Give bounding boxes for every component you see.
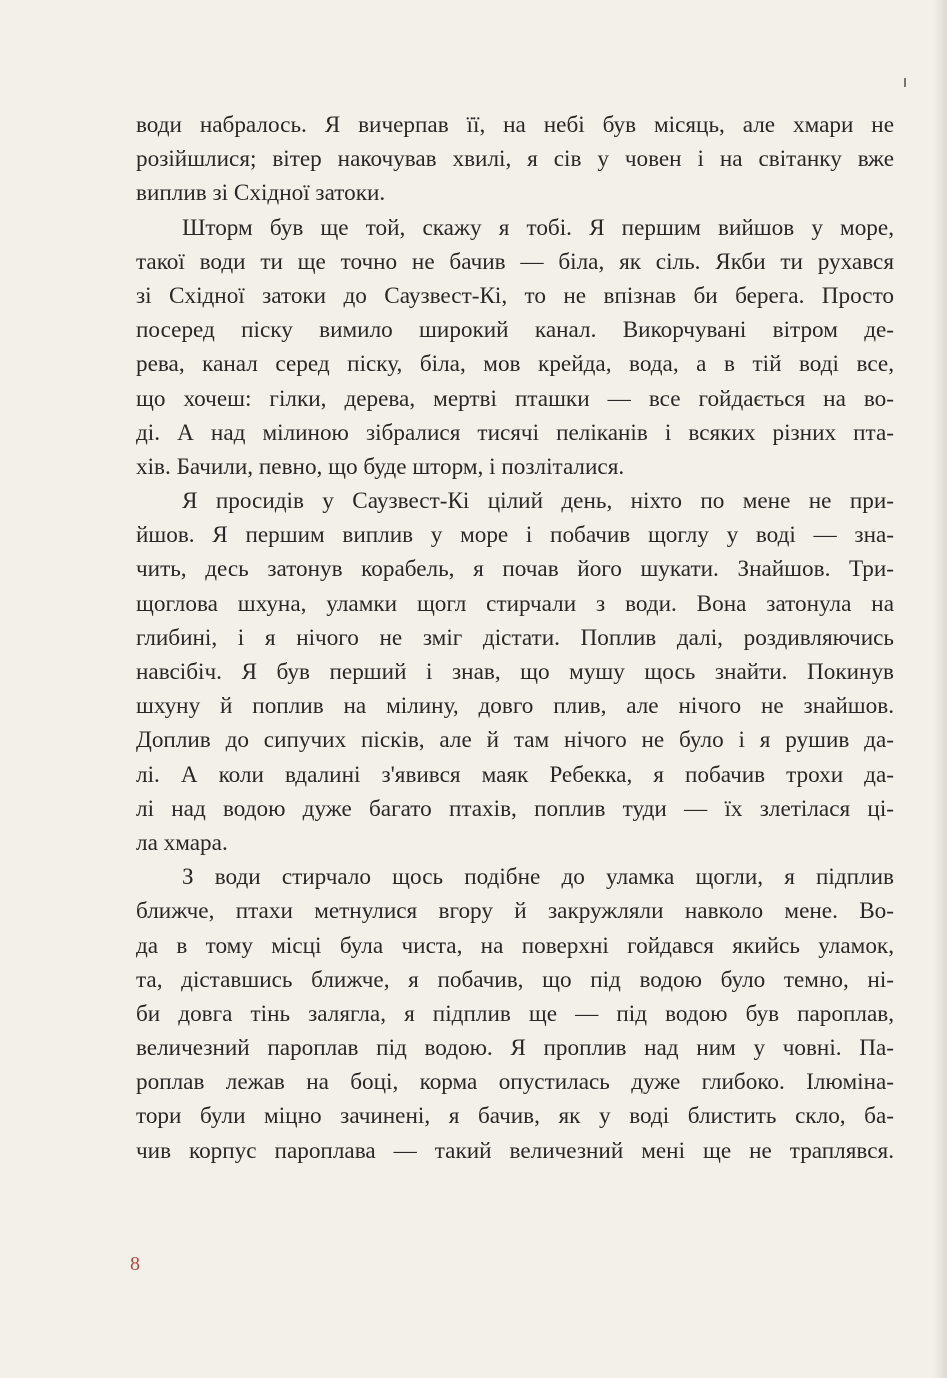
text-line: роплав лежав на боці, корма опустилась дуже глибоко. Ілюміна- <box>136 1069 894 1096</box>
page-number: 8 <box>130 1253 140 1275</box>
paragraph-3 <box>136 484 894 860</box>
corner-mark <box>904 78 906 87</box>
text-line: лі над водою дуже багато птахів, поплив туди — їх злетілася ці- <box>136 795 894 822</box>
text-line: такої води ти ще точно не бачив — біла, як сіль. Якби ти рухався <box>136 248 894 275</box>
text-line: зі Східної затоки до Саузвест-Кі, то не впізнав би берега. Просто <box>136 282 894 309</box>
text-line: розійшлися; вітер накочував хвилі, я сів у човен і на світанку вже <box>136 146 894 173</box>
text-line: глибині, і я нічого не зміг дістати. Поплив далі, роздивляючись <box>136 624 894 651</box>
text-line: хів. Бачили, певно, що буде шторм, і позліталися. <box>136 453 625 480</box>
text-line: що хочеш: гілки, дерева, мертві пташки — все гойдається на во- <box>136 385 894 412</box>
page-edge-shadow <box>933 0 947 1378</box>
text-line: величезний пароплав під водою. Я проплив над ним у човні. Па- <box>136 1035 894 1062</box>
text-line: тори були міцно зачинені, я бачив, як у воді блистить скло, ба- <box>136 1103 894 1130</box>
text-line: би довга тінь залягла, я підплив ще — під водою був пароплав, <box>136 1000 894 1027</box>
paragraph-1 <box>136 108 894 211</box>
paragraph-2 <box>136 211 894 485</box>
text-line: чить, десь затонув корабель, я почав його шукати. Знайшов. Три- <box>136 556 894 583</box>
text-line: йшов. Я першим виплив у море і побачив щоглу у воді — зна- <box>136 522 894 549</box>
text-line: ближче, птахи метнулися вгору й закружляли навколо мене. Во- <box>136 898 894 925</box>
text-line: З води стирчало щось подібне до уламка щогли, я підплив <box>182 864 894 891</box>
text-line: навсібіч. Я був перший і знав, що мушу щось знайти. Покинув <box>136 659 894 685</box>
text-line: лі. А коли вдалині з'явився маяк Ребекка, я побачив трохи да- <box>136 761 894 788</box>
text-line: ді. А над мілиною зібралися тисячі пеліканів і всяких різних пта- <box>136 419 894 446</box>
text-line: виплив зі Східної затоки. <box>136 180 386 207</box>
text-line: рева, канал серед піску, біла, мов крейда, вода, а в тій воді все, <box>136 351 894 378</box>
text-line: шхуну й поплив на мілину, довго плив, але нічого не знайшов. <box>136 693 894 720</box>
text-line: води набралось. Я вичерпав її, на небі був місяць, але хмари не <box>136 112 894 138</box>
paragraph-4 <box>136 860 894 1168</box>
text-line: та, діставшись ближче, я побачив, що під водою було темно, ні- <box>136 966 894 993</box>
text-line: ла хмара. <box>136 829 228 856</box>
text-line: Я просидів у Саузвест-Кі цілий день, ніхто по мене не при- <box>182 488 894 515</box>
text-line: щоглова шхуна, уламки щогл стирчали з води. Вона затонула на <box>136 590 894 617</box>
body-text <box>136 108 894 1168</box>
text-line: чив корпус пароплава — такий величезний мені ще не траплявся. <box>136 1137 894 1164</box>
text-line: Доплив до сипучих пісків, але й там нічого не було і я рушив да- <box>136 727 894 754</box>
text-line: да в тому місці була чиста, на поверхні гойдався якийсь уламок, <box>136 932 894 959</box>
text-line: Шторм був ще той, скажу я тобі. Я першим вийшов у море, <box>182 214 894 241</box>
text-line: посеред піску вимило широкий канал. Викорчувані вітром де- <box>136 317 894 344</box>
